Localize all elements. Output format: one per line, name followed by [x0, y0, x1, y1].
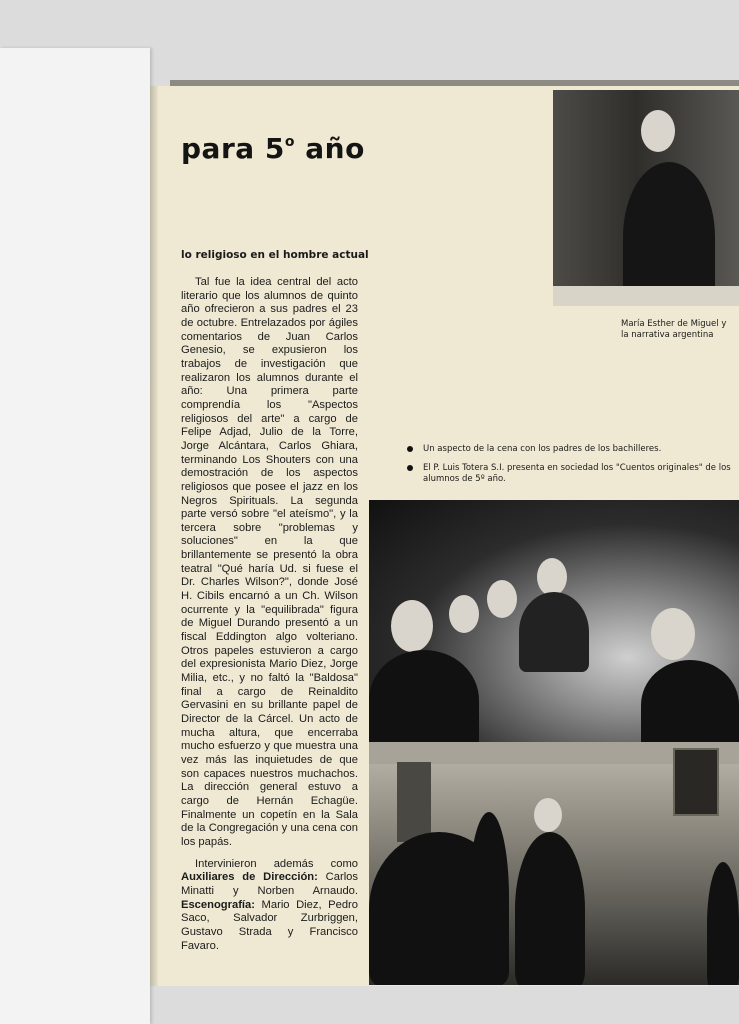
- diner-figure: [641, 660, 739, 742]
- credits-scenography-names: Mario Diez, Pedro Saco, Salvador Zurbriggen, Gustavo Strada y Francisco Favaro.: [181, 898, 358, 952]
- person-figure-right: [707, 862, 739, 985]
- speaker-figure: [623, 162, 715, 306]
- title-superscript: o: [284, 134, 295, 150]
- hall-door: [397, 762, 431, 842]
- diner-face: [487, 580, 517, 618]
- priest-figure: [515, 832, 585, 985]
- credits-label-direction: Auxiliares de Dirección:: [181, 871, 318, 884]
- caption-item: [407, 463, 737, 485]
- article-title: [181, 132, 365, 165]
- article-body: [181, 276, 358, 953]
- dinner-photo: [369, 500, 739, 742]
- diner-face: [537, 558, 567, 596]
- diner-face: [449, 595, 479, 633]
- left-page-sheet: [0, 48, 150, 1024]
- credits-label-scenography: Escenografía:: [181, 898, 255, 911]
- priest-face: [534, 798, 562, 832]
- bullet-dot: [407, 465, 413, 471]
- student-figure: [469, 812, 509, 982]
- speaker-caption: María Esther de Miguel y la narrativa argentina: [621, 319, 727, 340]
- title-end-text: año: [305, 132, 365, 165]
- binding-spine: [150, 86, 158, 986]
- bullet-dot: [407, 446, 413, 452]
- title-text: para 5: [181, 132, 285, 165]
- caption-text: Un aspecto de la cena con los padres de los bachilleres.: [423, 444, 662, 454]
- speaker-face: [641, 110, 675, 152]
- speaker-photo: [553, 90, 739, 306]
- diner-face: [391, 600, 433, 652]
- hall-photo: [369, 742, 739, 985]
- hall-picture-frame: [673, 748, 719, 816]
- body-paragraph: Tal fue la idea central del acto literario que los alumnos de quinto año ofrecieron a sus padres el 23 de octubre. Entrelazados por ágiles comentarios de Juan Carlos Genesio, se expusieron los trabajos de investigación que realizaron los alumnos durante el año: Una primera parte comprendía los "Aspectos religiosos del arte" a cargo de Felipe Adjad, Julio de la Torre, Jorge Alcántara, Carlos Ghiara, terminando Los Shouters con una demostración de los aspectos religiosos que posee el jazz en los Negros Spirituals. La segunda parte versó sobre "el ateísmo", y la tercera sobre "problemas y soluciones" en la que brillantemente se presentó la obra teatral "Qué haría Ud. si fuese el Dr. Charles Wilson?", donde José H. Cibils encarnó a un Ch. Wilson ocurrente y la "equilibrada" figura de Miguel Durando presentó a un fiscal Eddington algo volteriano. Otros papeles estuvieron a cargo del expresionista Mario Diez, Jorge Milia, etc., y no faltó la "Baldosa" final a cargo de Reinaldito Gervasini en su brillante papel de Director de la Cárcel. Un acto de mucha altura, que encerraba mucho esfuerzo y que muestra una vez más las inquietudes de que son capaces nuestros muchachos. La dirección general estuvo a cargo de Hernán Echagüe. Finalmente un copetín en la Sala de la Congregación y una cena con los papás.: [181, 276, 358, 848]
- credits-direction-names: Carlos Minatti y Norben Arnaudo.: [181, 871, 358, 897]
- caption-item: [407, 444, 737, 455]
- diner-figure: [369, 650, 479, 742]
- caption-text: El P. Luis Totera S.I. presenta en sociedad los "Cuentos originales" de los alumnos de 5º año.: [423, 463, 731, 484]
- photo-captions-list: [407, 444, 737, 493]
- diner-figure: [519, 592, 589, 672]
- diner-face: [651, 608, 695, 660]
- credits-paragraph: [181, 858, 358, 954]
- credits-intro: Intervinieron además como: [195, 857, 358, 870]
- speaker-table: [553, 286, 739, 306]
- section-heading: lo religioso en el hombre actual: [181, 249, 369, 261]
